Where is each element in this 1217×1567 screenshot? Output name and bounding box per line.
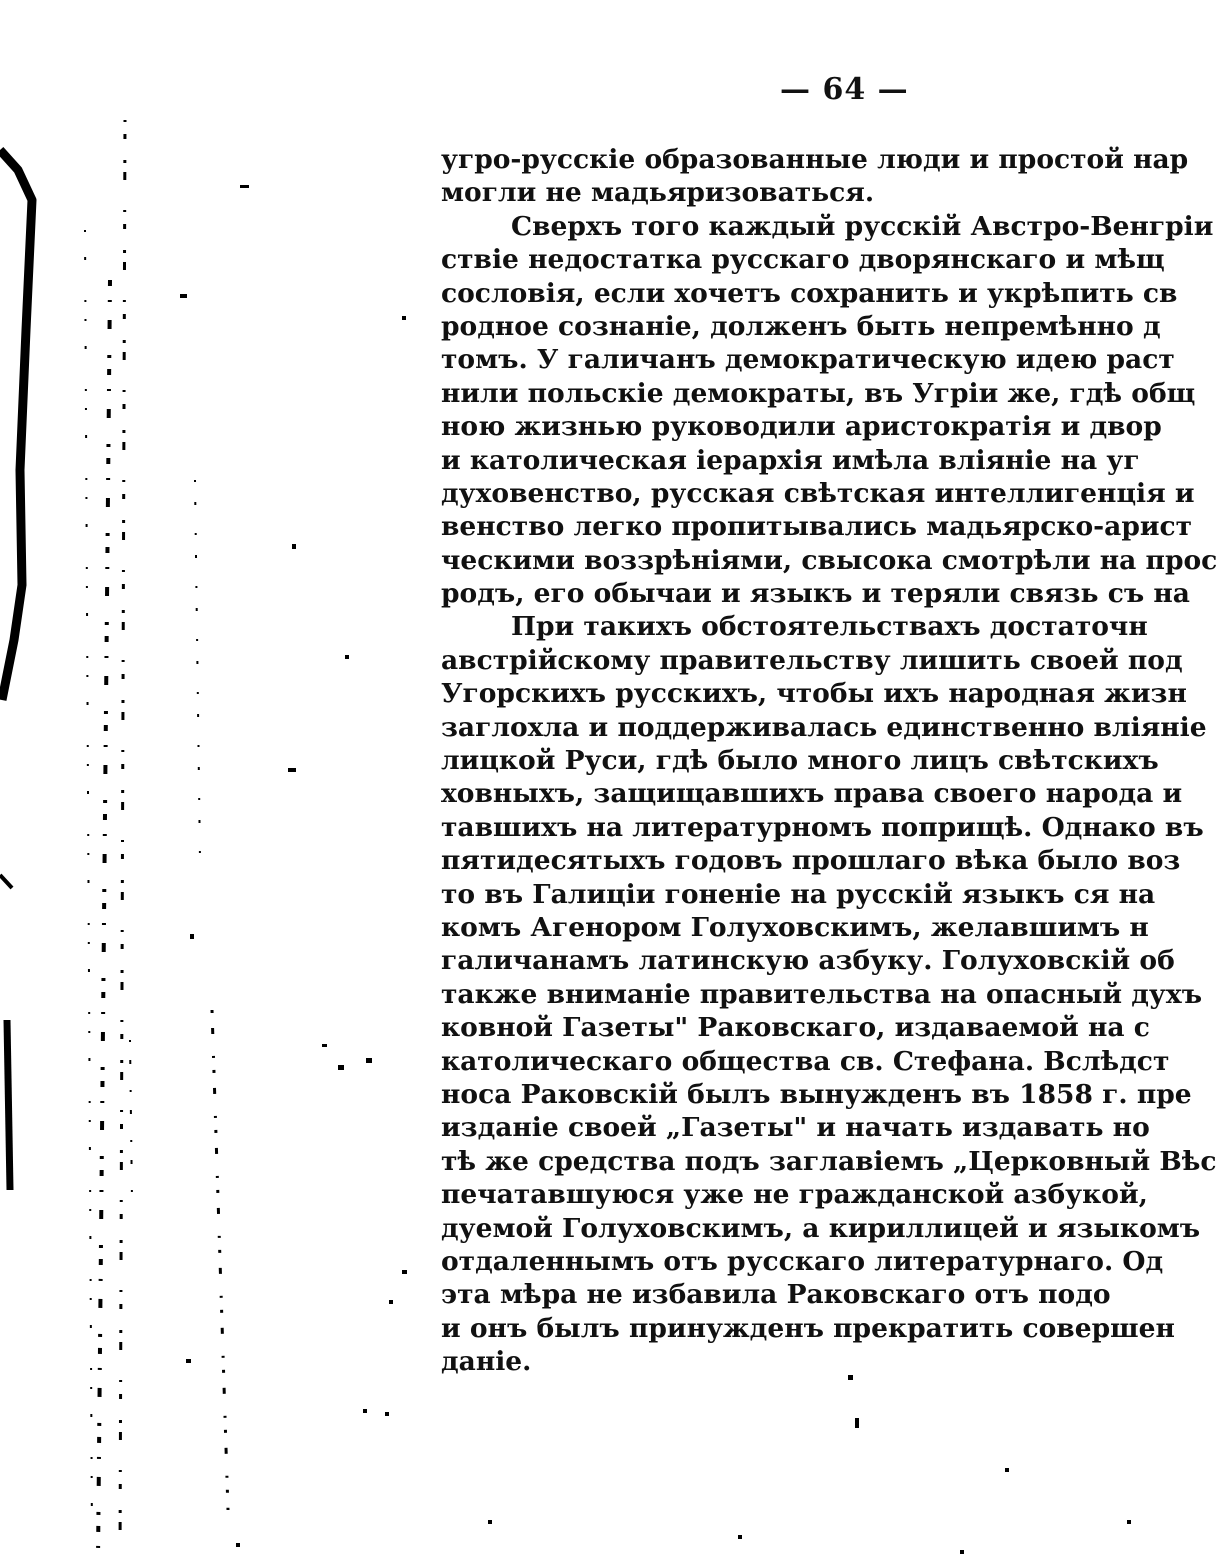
text-line: тѣ же средства подъ заглавіемъ „Церковный Вѣс (441, 1145, 1217, 1177)
gutter-speckle (212, 1010, 228, 1510)
text-line: нили польскіе демократы, въ Угріи же, гдѣ общ (441, 377, 1196, 409)
edge-fragment-mark (0, 875, 12, 888)
text-line: родъ, его обычаи и языкъ и теряли связь съ на (441, 578, 1190, 610)
text-line: родное сознаніе, долженъ быть непремѣнно д (441, 310, 1161, 342)
text-line: лицкой Руси, гдѣ было много лицъ свѣтскихъ (441, 745, 1159, 777)
text-line: также вниманіе правительства на опасный духъ (441, 978, 1203, 1010)
text-line: и католическая іерархія имѣла вліяніе на уг (441, 444, 1140, 476)
gutter-speckle (120, 120, 125, 1560)
text-line: австрійскому правительству лишить своей под (441, 644, 1183, 676)
text-line: Угорскихъ русскихъ, чтобы ихъ народная жизн (441, 678, 1187, 710)
text-line: Сверхъ того каждый русскій Австро-Венгріи (511, 210, 1214, 242)
body-text (441, 143, 1217, 1378)
text-line: духовенство, русская свѣтская интеллигенція и (441, 477, 1195, 509)
text-line: угро-русскіе образованные люди и простой нар (441, 144, 1189, 175)
text-line: тавшихъ на литературномъ поприщѣ. Однако въ (441, 811, 1204, 843)
text-line: ною жизнью руководили аристократія и двор (441, 411, 1162, 443)
text-line: могли не мадьяризоваться. (441, 177, 875, 209)
text-line: заглохла и поддерживалась единственно вліяніе (441, 711, 1207, 743)
text-line: пятидесятыхъ годовъ прошлаго вѣка было воз (441, 845, 1181, 877)
gutter-speckle (195, 480, 200, 860)
text-line: то въ Галиціи гоненіе на русскій языкъ ся на (441, 878, 1156, 910)
gutter-speckle (130, 1040, 132, 1200)
text-line: ствіе недостатка русскаго дворянскаго и мѣщ (441, 244, 1165, 276)
text-line: и онъ былъ принужденъ прекратить совершен (441, 1312, 1175, 1344)
text-line: печатавшуюся уже не гражданской азбукой, (441, 1179, 1148, 1211)
text-line: галичанамъ латинскую азбуку. Голуховскій об (441, 945, 1175, 977)
gutter-speckle (98, 280, 110, 1560)
text-line: дуемой Голуховскимъ, а кириллицей и языкомъ (441, 1212, 1201, 1244)
gutter-speckle (85, 230, 92, 1540)
page-number: — 64 — (780, 72, 909, 107)
text-line: изданіе своей „Газеты" и начать издавать но (441, 1112, 1150, 1144)
text-line: ковной Газеты" Раковскаго, издаваемой на с (441, 1012, 1150, 1044)
text-line: венство легко пропитывались мадьярско-арист (441, 511, 1193, 543)
text-line: томъ. У галичанъ демократическую идею раст (441, 344, 1175, 376)
text-line: отдаленнымъ отъ русскаго литературнаго. Од (441, 1245, 1164, 1277)
text-line: католическаго общества св. Стефана. Вслѣдст (441, 1045, 1170, 1077)
edge-fragment-lower (7, 1020, 10, 1190)
text-line: ческими воззрѣніями, свысока смотрѣли на прос (441, 544, 1217, 576)
left-page-edge (0, 150, 32, 700)
text-line: комъ Агенором Голуховскимъ, желавшимъ н (441, 911, 1149, 943)
text-line: носа Раковскій былъ вынужденъ въ 1858 г. пре (441, 1078, 1192, 1110)
text-line: сословія, если хочетъ сохранить и укрѣпить св (441, 277, 1178, 309)
text-line: даніе. (441, 1346, 532, 1378)
text-line: эта мѣра не избавила Раковскаго отъ подо (441, 1279, 1111, 1311)
text-line: ховныхъ, защищавшихъ права своего народа и (441, 778, 1183, 810)
text-line: При такихъ обстоятельствахъ достаточн (511, 611, 1148, 643)
